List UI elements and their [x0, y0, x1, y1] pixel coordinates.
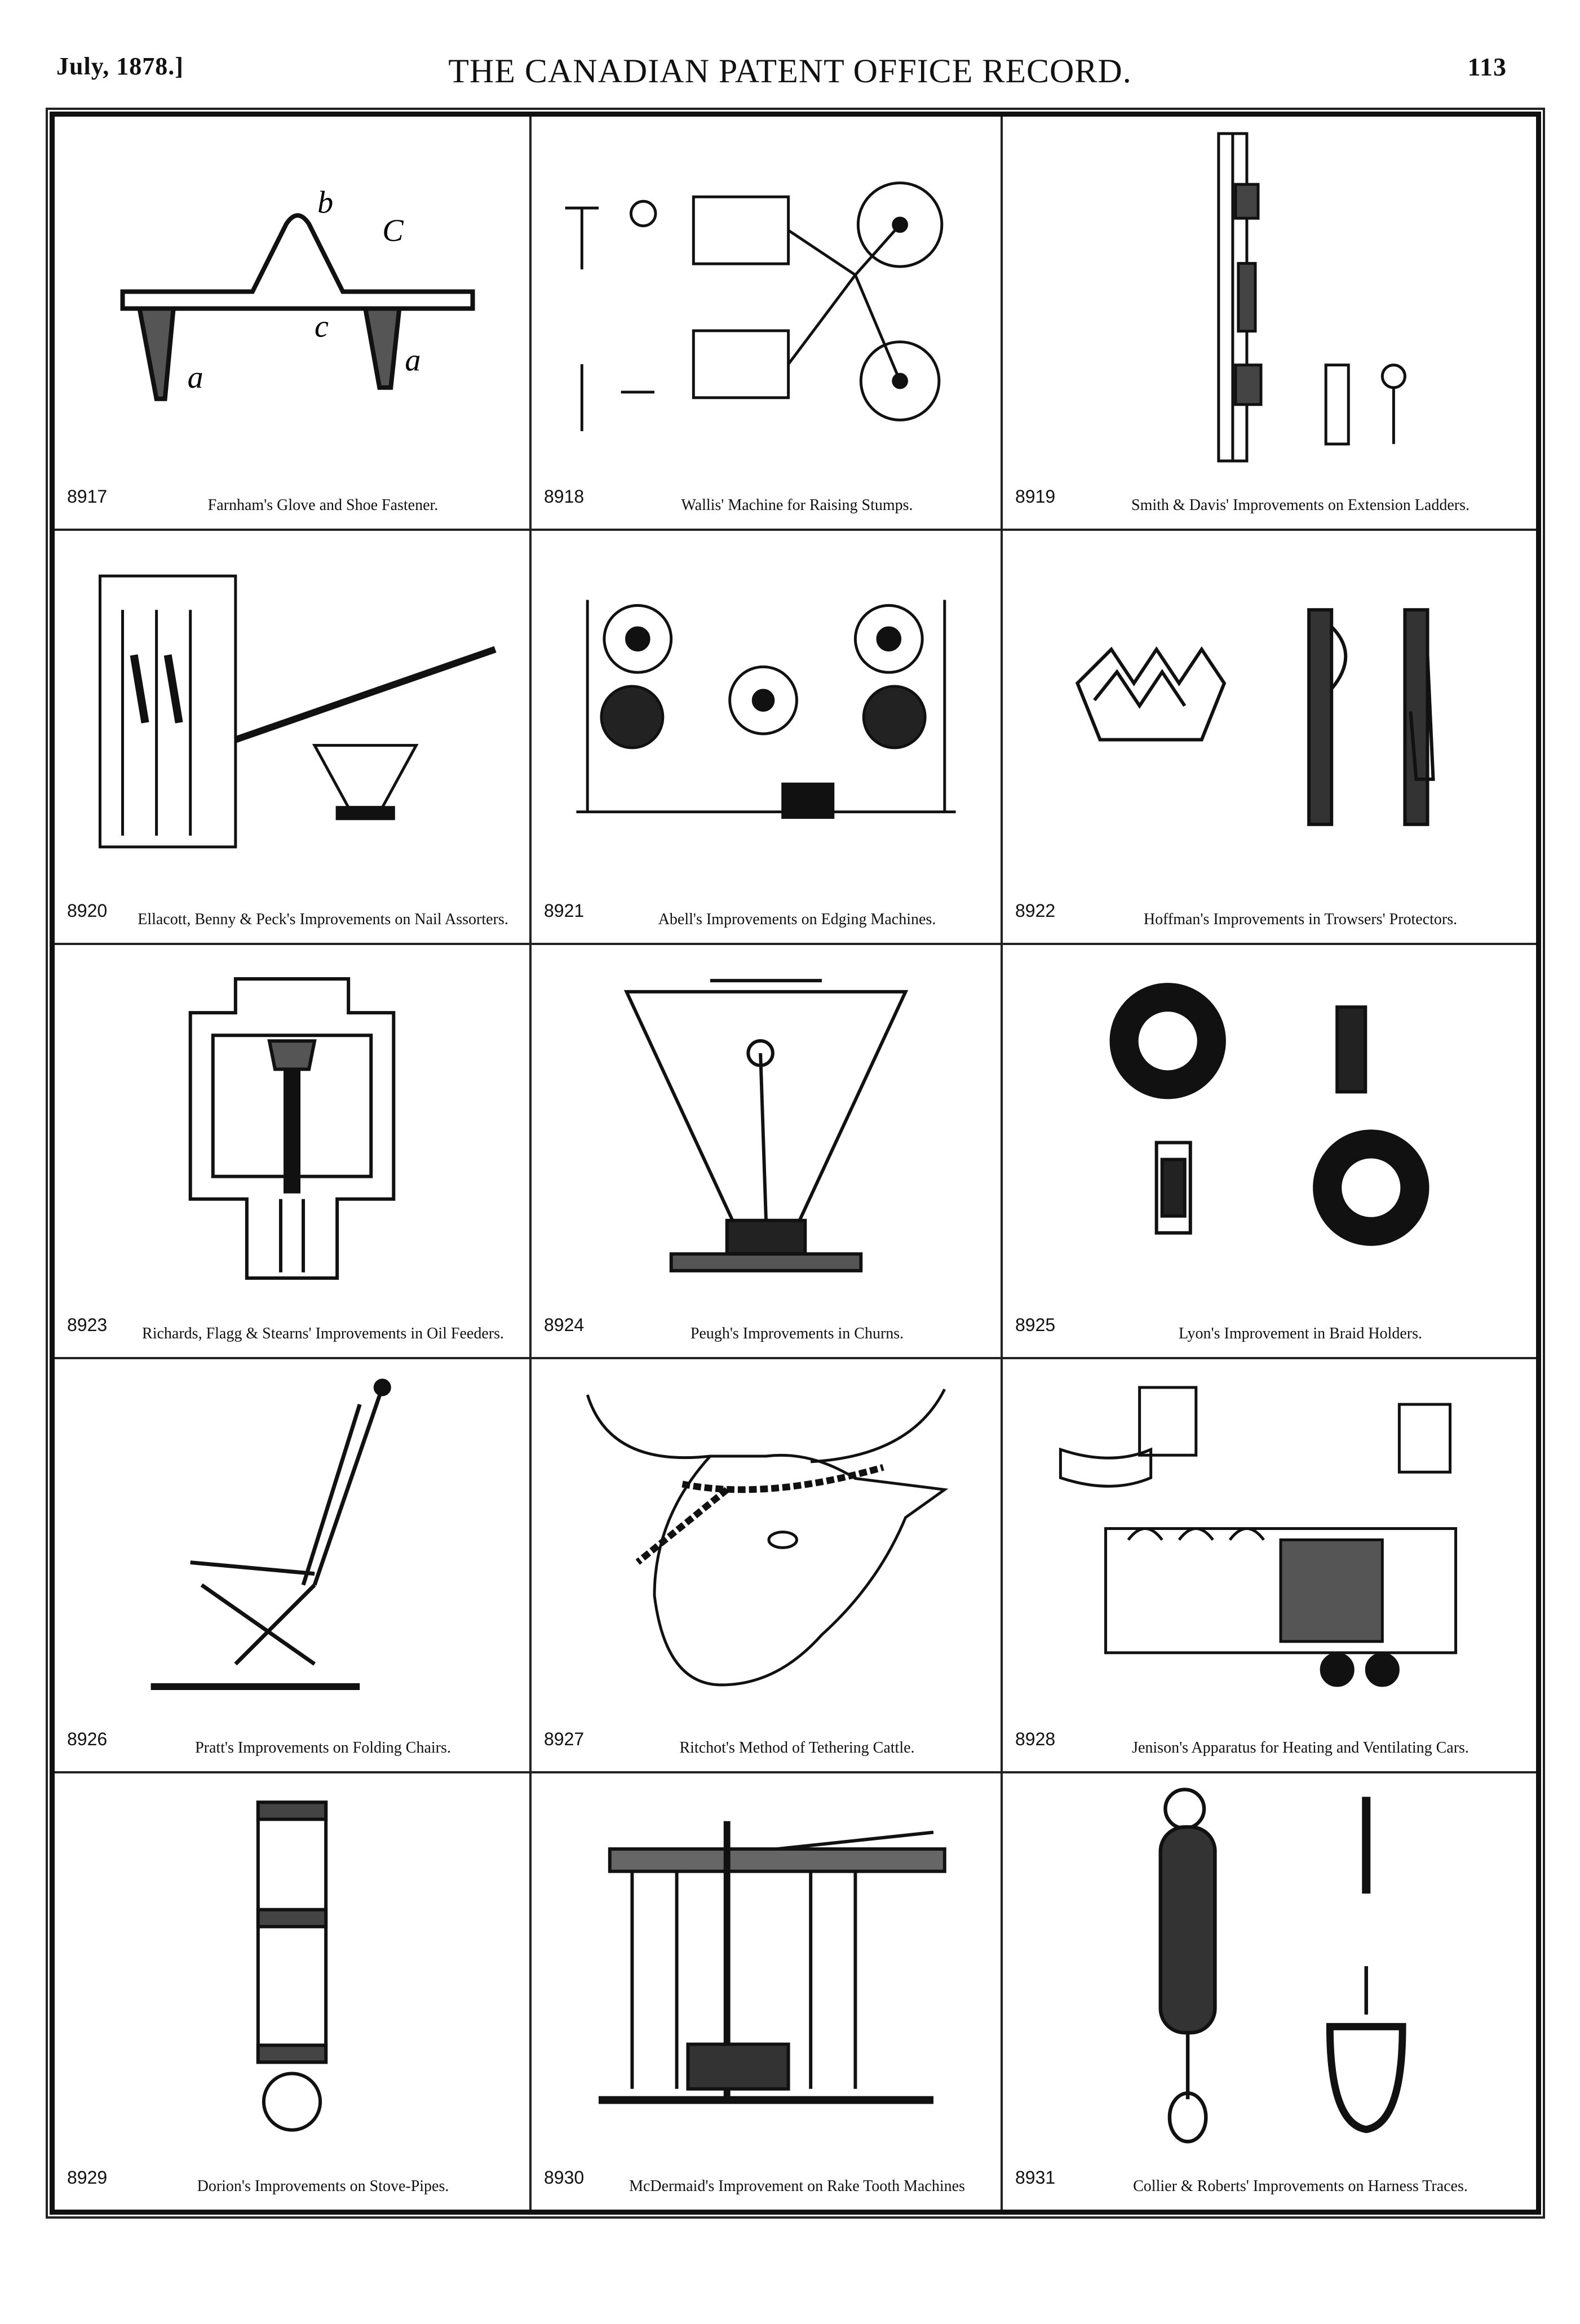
patent-number: 8928 — [1015, 1729, 1056, 1749]
figure-oil-feeder — [66, 956, 518, 1295]
braid-holder-drawing — [1014, 956, 1525, 1295]
figure-trowsers-protector — [1014, 542, 1525, 881]
figure-edging-machine — [543, 542, 989, 881]
patent-cell-8926 — [55, 1359, 532, 1773]
patent-caption: Ellacott, Benny & Peck's Improvements on Nail Assorters. — [138, 911, 508, 928]
patent-number: 8921 — [544, 901, 585, 921]
patent-cell-8918 — [532, 117, 1003, 531]
patent-cell-8917 — [55, 117, 532, 531]
patent-cell-8927 — [532, 1359, 1003, 1773]
fig-label-b: b — [317, 185, 334, 220]
patent-cell-8925 — [1003, 945, 1536, 1359]
figure-braid-holder — [1014, 956, 1525, 1295]
nail-assorter-drawing — [66, 542, 518, 881]
trowsers-protector-drawing — [1014, 542, 1525, 881]
patent-caption: Jenison's Apparatus for Heating and Ventilating Cars. — [1132, 1739, 1469, 1757]
fig-label-C: C — [382, 213, 404, 249]
figure-stove-pipe — [66, 1785, 518, 2148]
extension-ladder-drawing — [1014, 128, 1525, 467]
page-number: 113 — [1467, 52, 1507, 81]
patent-number: 8919 — [1015, 486, 1056, 507]
patent-number: 8925 — [1015, 1315, 1056, 1335]
cattle-head-drawing — [543, 1371, 989, 1709]
patent-cell-8929 — [55, 1773, 532, 2210]
figure-extension-ladder — [1014, 128, 1525, 467]
patent-number: 8924 — [544, 1315, 585, 1335]
patent-number: 8918 — [544, 486, 585, 507]
patent-cell-8919 — [1003, 117, 1536, 531]
patent-cell-8924 — [532, 945, 1003, 1359]
fig-label-a-left: a — [187, 360, 203, 395]
figure-glove-fastener — [66, 128, 518, 467]
figure-car-heating — [1014, 1371, 1525, 1709]
harness-trace-drawing — [1014, 1785, 1525, 2148]
figure-harness-trace — [1014, 1785, 1525, 2148]
patent-number: 8927 — [544, 1729, 585, 1749]
patent-number: 8923 — [67, 1315, 108, 1335]
stump-machine-drawing — [543, 128, 989, 467]
folding-chair-drawing — [66, 1371, 518, 1709]
patent-cell-8922 — [1003, 531, 1536, 945]
patent-number: 8926 — [67, 1729, 108, 1749]
patent-caption: Dorion's Improvements on Stove-Pipes. — [197, 2177, 449, 2195]
patent-caption: Smith & Davis' Improvements on Extension Ladders. — [1131, 496, 1470, 514]
stove-pipe-drawing — [66, 1785, 518, 2148]
figure-churn — [543, 956, 989, 1295]
patent-cell-8921 — [532, 531, 1003, 945]
fig-label-a-right: a — [405, 343, 421, 378]
page-title: THE CANADIAN PATENT OFFICE RECORD. — [448, 52, 1132, 90]
figure-rake-tooth-machine — [543, 1785, 989, 2148]
patent-caption: Peugh's Improvements in Churns. — [690, 1325, 904, 1342]
patent-caption: Pratt's Improvements on Folding Chairs. — [195, 1739, 451, 1757]
patent-number: 8917 — [67, 486, 108, 507]
patent-caption: Lyon's Improvement in Braid Holders. — [1179, 1325, 1422, 1342]
patent-cell-8931 — [1003, 1773, 1536, 2210]
patent-number: 8922 — [1015, 901, 1056, 921]
patent-number: 8929 — [67, 2167, 108, 2188]
oil-feeder-drawing — [66, 956, 518, 1295]
figure-folding-chair — [66, 1371, 518, 1709]
patent-cell-8928 — [1003, 1359, 1536, 1773]
edging-machine-drawing — [543, 542, 989, 881]
patent-figure-frame — [50, 112, 1541, 2215]
patent-cell-8923 — [55, 945, 532, 1359]
figure-stump-machine — [543, 128, 989, 467]
fig-label-c: c — [315, 309, 329, 344]
churn-drawing — [543, 956, 989, 1295]
header-date: July, 1878.] — [56, 52, 184, 80]
patent-caption: Abell's Improvements on Edging Machines. — [658, 911, 936, 928]
patent-caption: Richards, Flagg & Stearns' Improvements in Oil Feeders. — [142, 1325, 504, 1342]
patent-grid — [55, 117, 1536, 2210]
patent-number: 8920 — [67, 901, 108, 921]
car-heating-drawing — [1014, 1371, 1525, 1709]
rake-tooth-machine-drawing — [543, 1785, 989, 2148]
patent-number: 8931 — [1015, 2167, 1056, 2188]
glove-fastener-drawing — [66, 128, 518, 467]
patent-caption: Farnham's Glove and Shoe Fastener. — [207, 496, 439, 514]
patent-caption: Collier & Roberts' Improvements on Harness Traces. — [1133, 2177, 1468, 2195]
patent-caption: Hoffman's Improvements in Trowsers' Protectors. — [1143, 911, 1458, 928]
patent-caption: McDermaid's Improvement on Rake Tooth Machines — [629, 2177, 965, 2195]
patent-cell-8920 — [55, 531, 532, 945]
patent-caption: Ritchot's Method of Tethering Cattle. — [679, 1739, 915, 1757]
patent-number: 8930 — [544, 2167, 585, 2188]
figure-nail-assorter — [66, 542, 518, 881]
figure-tethering-cattle — [543, 1371, 989, 1709]
patent-cell-8930 — [532, 1773, 1003, 2210]
patent-caption: Wallis' Machine for Raising Stumps. — [681, 496, 913, 514]
